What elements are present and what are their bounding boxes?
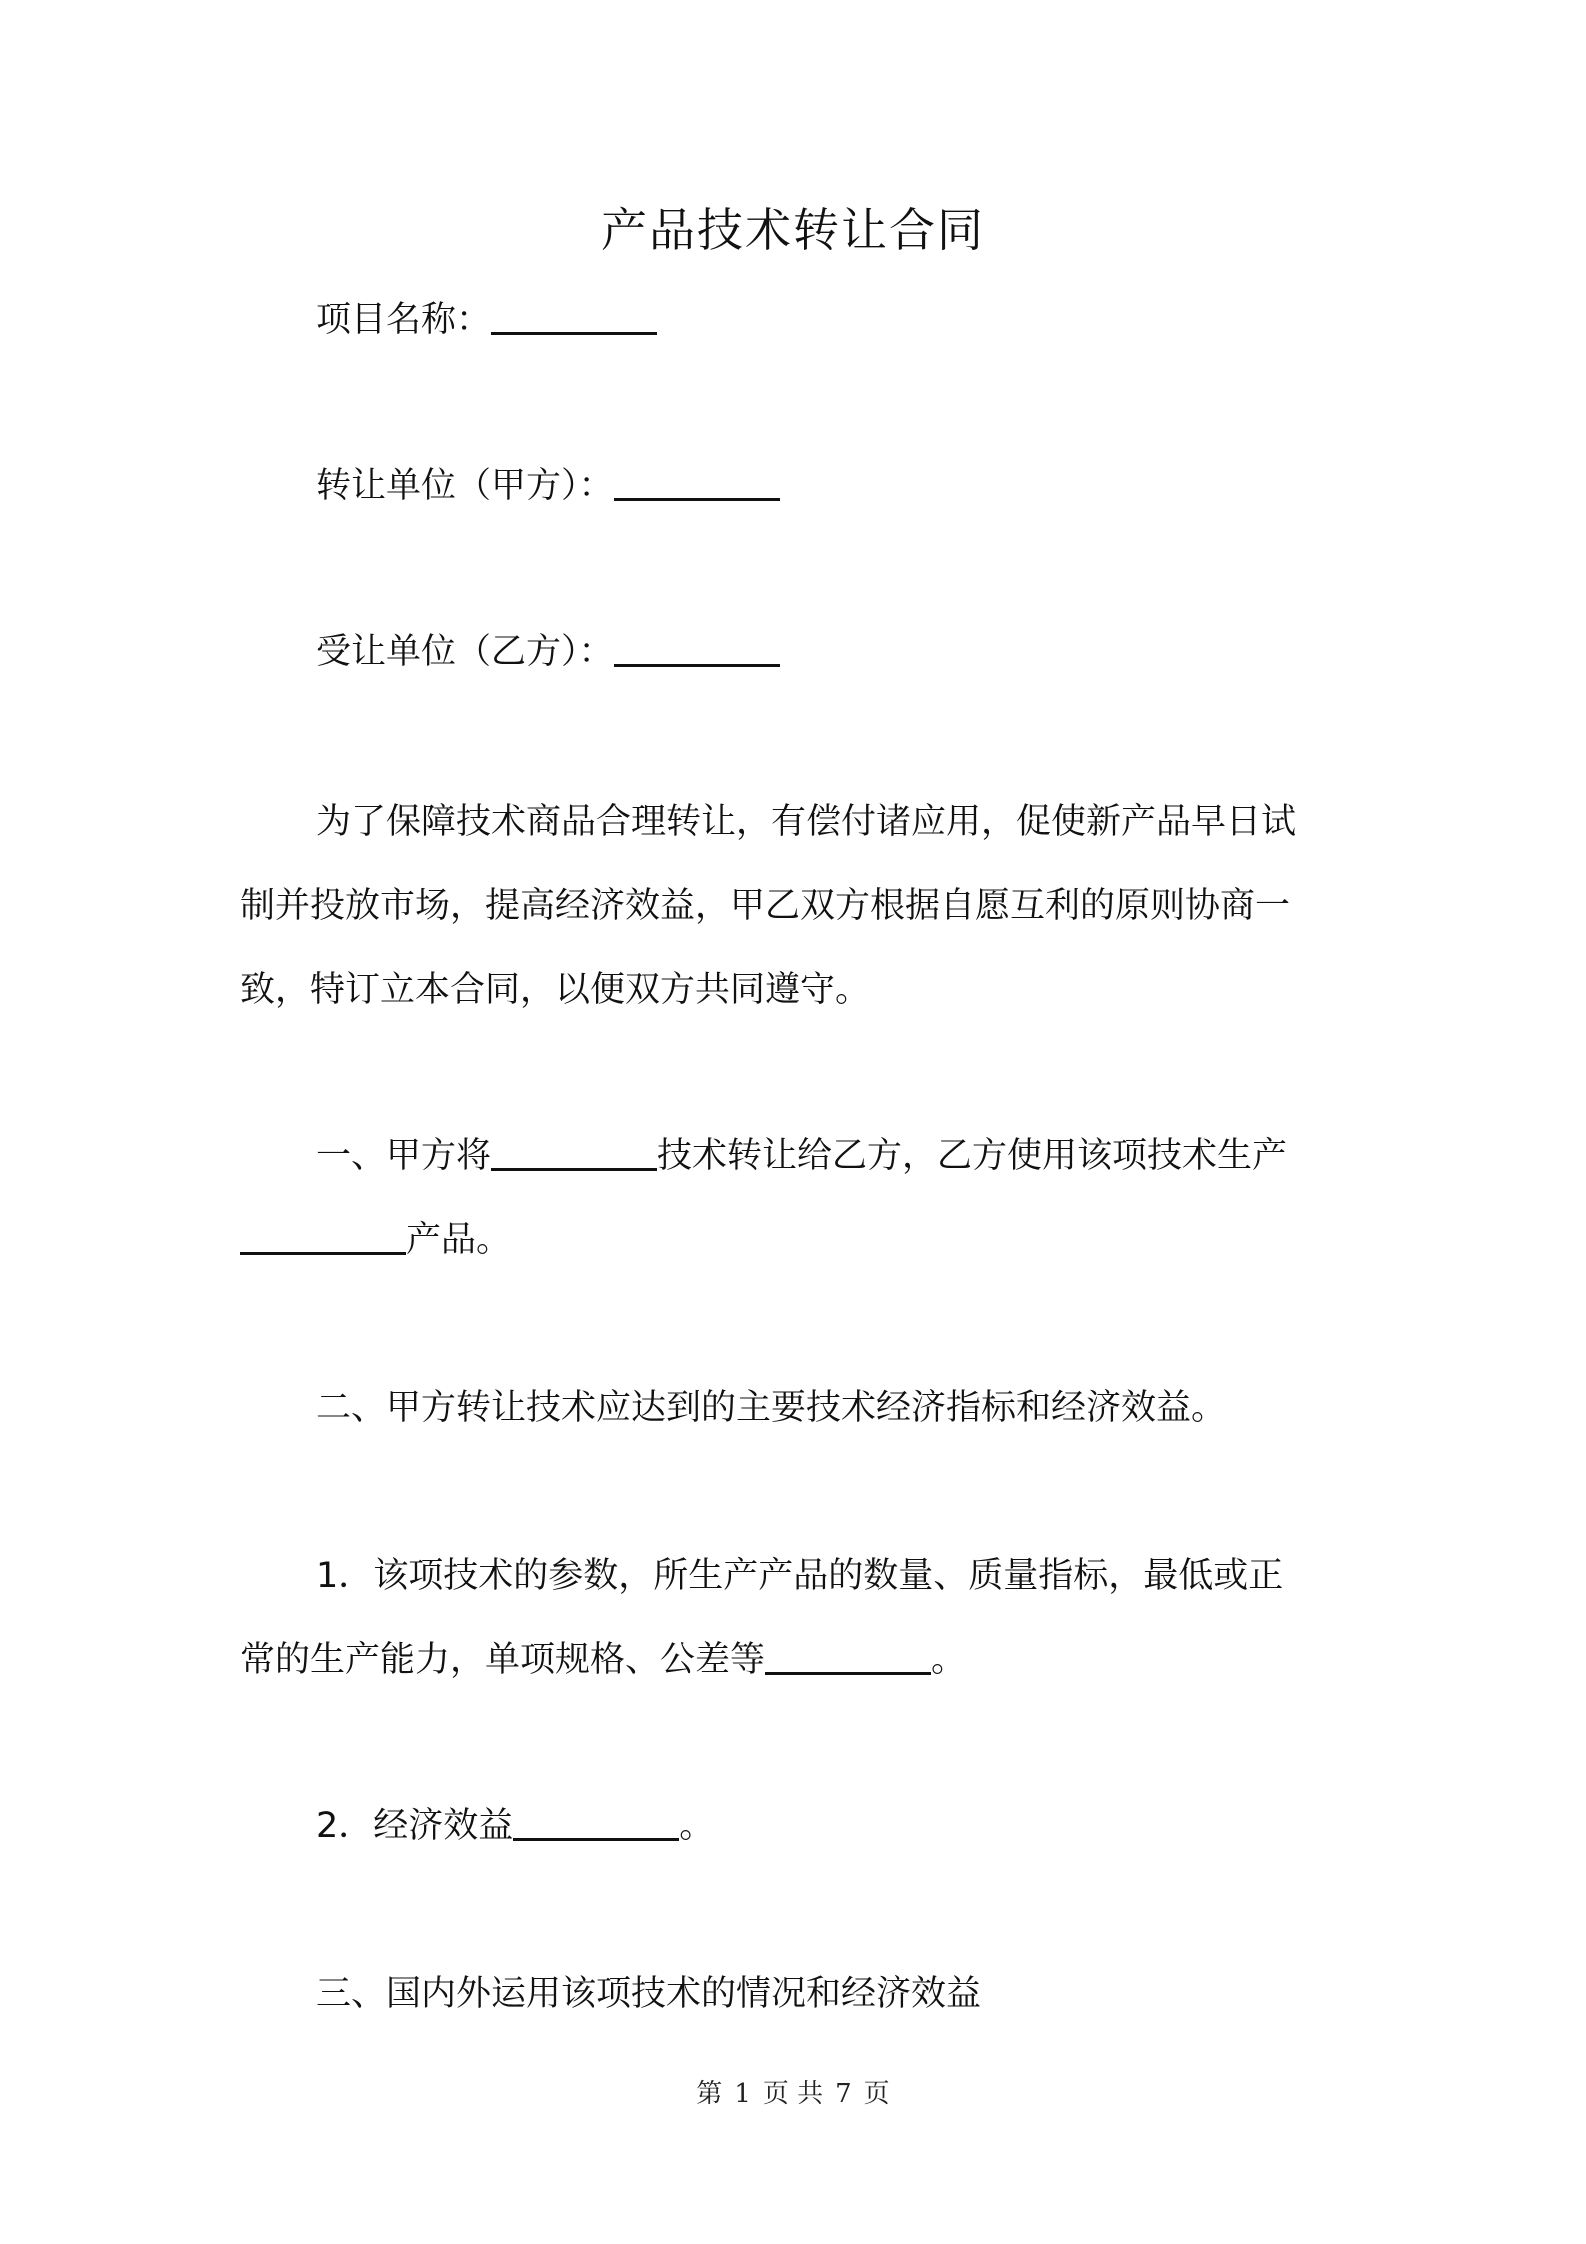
item-1-blank — [765, 1634, 931, 1675]
clause-1-part-2: 技术转让给乙方，乙方使用该项技术生产 — [657, 1136, 1288, 1176]
preamble-line-2: 制并投放市场，提高经济效益，甲乙双方根据自愿互利的原则协商一 — [240, 886, 1291, 926]
item-2-end: 。 — [679, 1806, 715, 1846]
document-title: 产品技术转让合同 — [601, 203, 985, 257]
clause-1-part-1: 一、甲方将 — [316, 1136, 492, 1176]
project-name-label: 项目名称： — [316, 300, 492, 340]
item-2-blank — [513, 1800, 679, 1841]
footer-middle: 页 共 — [762, 2079, 824, 2109]
transferee-field — [316, 626, 780, 678]
item-2 — [316, 1800, 714, 1852]
clause-3: 三、国内外运用该项技术的情况和经济效益 — [316, 1974, 982, 2014]
item-2-text: 2．经济效益 — [316, 1806, 514, 1846]
item-1-line-2-end: 。 — [931, 1640, 967, 1680]
clause-1-product-blank — [240, 1214, 406, 1255]
transferor-field — [316, 460, 780, 512]
transferee-blank — [614, 626, 780, 667]
footer-total-pages: 7 — [835, 2079, 852, 2109]
clause-1-tech-blank — [491, 1130, 657, 1171]
project-name-blank — [491, 294, 657, 335]
preamble-line-3: 致，特订立本合同，以便双方共同遵守。 — [240, 970, 871, 1010]
footer-page-number: 1 — [734, 2079, 751, 2109]
clause-1-line-1 — [316, 1130, 1287, 1182]
clause-1-part-3: 产品。 — [406, 1220, 512, 1260]
footer-suffix: 页 — [863, 2079, 890, 2109]
item-1-line-2-text: 常的生产能力，单项规格、公差等 — [240, 1640, 766, 1680]
transferor-label: 转让单位（甲方）： — [316, 466, 614, 506]
transferee-label: 受让单位（乙方）： — [316, 632, 614, 672]
clause-2: 二、甲方转让技术应达到的主要技术经济指标和经济效益。 — [316, 1388, 1227, 1428]
transferor-blank — [614, 460, 780, 501]
item-1-line-2 — [240, 1634, 966, 1686]
page-footer — [0, 2076, 1586, 2112]
clause-1-line-2 — [240, 1214, 511, 1266]
project-name-field — [316, 294, 657, 346]
item-1-line-1: 1．该项技术的参数，所生产产品的数量、质量指标，最低或正 — [316, 1556, 1284, 1596]
preamble-line-1: 为了保障技术商品合理转让，有偿付诸应用，促使新产品早日试 — [316, 802, 1297, 842]
footer-prefix: 第 — [696, 2079, 723, 2109]
